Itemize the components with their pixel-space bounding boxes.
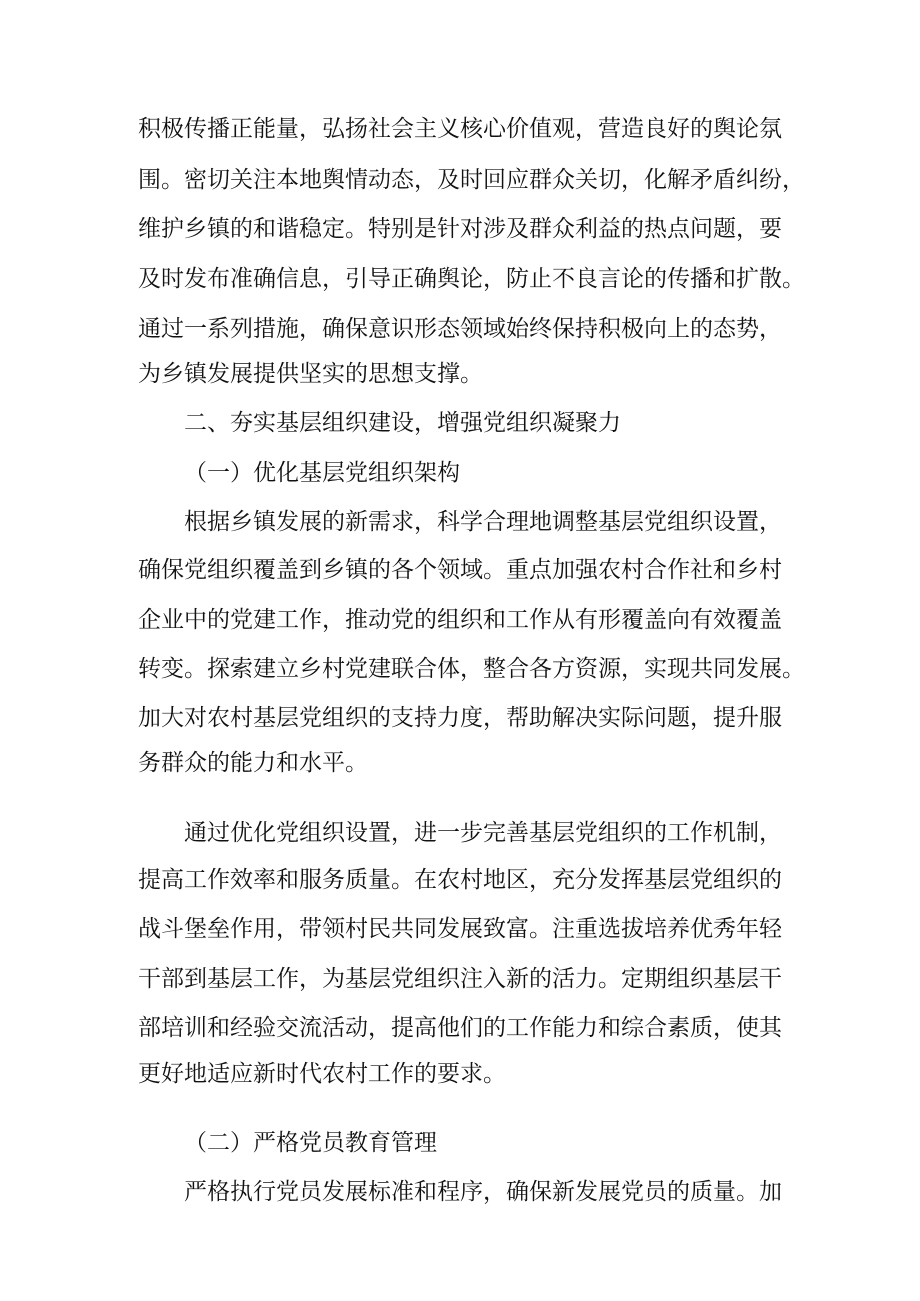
paragraph-line: 围。密切关注本地舆情动态，及时回应群众关切，化解矛盾纠纷， xyxy=(138,167,805,193)
paragraph-line: 及时发布准确信息，引导正确舆论，防止不良言论的传播和扩散。 xyxy=(138,266,805,292)
paragraph-line: 提高工作效率和服务质量。在农村地区，充分发挥基层党组织的 xyxy=(138,867,782,893)
paragraph-line: 部培训和经验交流活动，提高他们的工作能力和综合素质，使其 xyxy=(138,1015,782,1041)
paragraph-line: 战斗堡垒作用，带领村民共同发展致富。注重选拔培养优秀年轻 xyxy=(138,916,782,942)
subsection-heading: （一）优化基层党组织架构 xyxy=(184,460,460,486)
paragraph-line: 通过优化党组织设置，进一步完善基层党组织的工作机制， xyxy=(184,820,782,846)
paragraph-line: 更好地适应新时代农村工作的要求。 xyxy=(138,1061,506,1087)
paragraph-line: 积极传播正能量，弘扬社会主义核心价值观，营造良好的舆论氛 xyxy=(138,116,782,142)
paragraph-line: 企业中的党建工作，推动党的组织和工作从有形覆盖向有效覆盖 xyxy=(138,607,782,633)
section-heading: 二、夯实基层组织建设，增强党组织凝聚力 xyxy=(184,410,621,436)
paragraph-line: 确保党组织覆盖到乡镇的各个领域。重点加强农村合作社和乡村 xyxy=(138,557,782,583)
paragraph-line: 转变。探索建立乡村党建联合体，整合各方资源，实现共同发展。 xyxy=(138,656,805,682)
paragraph-line: 通过一系列措施，确保意识形态领域始终保持积极向上的态势， xyxy=(138,316,782,342)
paragraph-line: 加大对农村基层党组织的支持力度，帮助解决实际问题，提升服 xyxy=(138,705,782,731)
paragraph-line: 根据乡镇发展的新需求，科学合理地调整基层党组织设置， xyxy=(184,509,782,535)
paragraph-line: 务群众的能力和水平。 xyxy=(138,750,368,776)
paragraph-line: 严格执行党员发展标准和程序，确保新发展党员的质量。加 xyxy=(184,1179,782,1205)
paragraph-line: 干部到基层工作，为基层党组织注入新的活力。定期组织基层干 xyxy=(138,966,782,992)
paragraph-line: 为乡镇发展提供坚实的思想支撑。 xyxy=(138,361,483,387)
subsection-heading: （二）严格党员教育管理 xyxy=(184,1130,437,1156)
paragraph-line: 维护乡镇的和谐稳定。特别是针对涉及群众利益的热点问题，要 xyxy=(138,216,782,242)
